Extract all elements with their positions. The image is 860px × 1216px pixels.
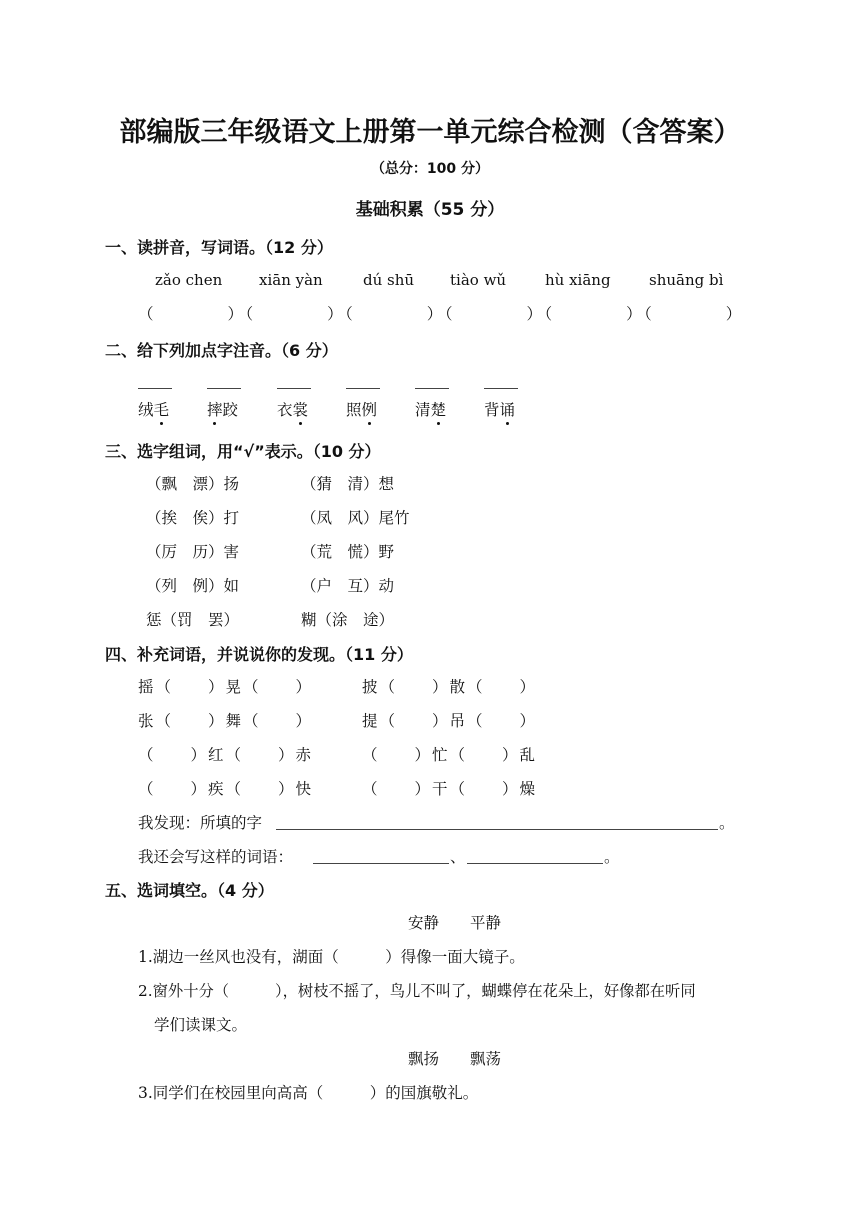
part-title: 基础积累（55 分） [355,200,505,220]
q4-left-item: （ ）疾（ ）快 [138,780,314,798]
q3-left-item: （挨 俟）打 [146,509,240,527]
q3-right-item: （户 互）动 [301,577,395,595]
q5-sentence-1: 1.湖边一丝风也没有，湖面（ ）得像一面大镜子。 [138,948,525,966]
q4-discover-label: 我发现：所填的字 [138,814,263,832]
q4-right-item: （ ）忙（ ）乱 [362,746,538,764]
q5-heading: 五、选词填空。（4 分） [105,881,274,900]
q4-left-item: 张（ ）舞（ ） [138,712,314,730]
q2-blank-3 [277,388,311,389]
q4-also-blank-2 [467,863,603,864]
q4-heading: 四、补充词语，并说说你的发现。（11 分） [105,645,413,664]
q2-word: 背诵 [484,398,515,420]
q3-right-item: 糊（涂 途） [301,611,395,629]
q2-word: 绒毛 [138,398,169,420]
q1-pinyin-1: zǎo chen [155,271,223,289]
q3-left-item: （飘 漂）扬 [146,475,240,493]
total-score: （总分：100 分） [370,161,490,177]
q4-also-end: 。 [604,848,620,866]
q1-pinyin-4: tiào wǔ [450,271,507,289]
q5-sentence-2: 2.窗外十分（ ），树枝不摇了，鸟儿不叫了，蝴蝶停在花朵上，好像都在听同 [138,982,696,1000]
q3-right-item: （猜 清）想 [301,475,395,493]
q2-word: 摔跤 [207,398,238,420]
q1-heading: 一、读拼音，写词语。（12 分） [105,238,333,257]
q2-heading: 二、给下列加点字注音。（6 分） [105,341,338,360]
q2-word: 衣裳 [277,398,308,420]
q1-answer-brackets: （ ）（ ）（ ）（ ）（ ）（ ） [138,305,744,323]
q3-left-item: 惩（罚 罢） [146,611,240,629]
q5-sentence-2-cont: 学们读课文。 [154,1016,248,1034]
q2-word: 清楚 [415,398,446,420]
q2-blank-1 [138,388,172,389]
q5-sentence-3: 3.同学们在校园里向高高（ ）的国旗敬礼。 [138,1084,479,1102]
q5-options-2: 飘扬 飘荡 [408,1050,502,1068]
q2-blank-6 [484,388,518,389]
q3-heading: 三、选字组词，用“√”表示。（10 分） [105,442,381,461]
q3-left-item: （厉 历）害 [146,543,240,561]
q4-right-item: （ ）干（ ）燥 [362,780,538,798]
q4-discover-blank [276,829,718,830]
q2-blank-5 [415,388,449,389]
q1-pinyin-2: xiān yàn [259,271,323,289]
q5-options-1: 安静 平静 [408,914,502,932]
q3-left-item: （列 例）如 [146,577,240,595]
q1-pinyin-5: hù xiāng [545,271,611,289]
q4-right-item: 提（ ）吊（ ） [362,712,538,730]
page-title: 部编版三年级语文上册第一单元综合检测（含答案） [119,117,741,148]
q4-discover-end: 。 [719,814,735,832]
q2-word: 照例 [346,398,377,420]
q4-also-label: 我还会写这样的词语： [138,848,294,866]
q1-pinyin-3: dú shū [363,271,415,289]
q1-pinyin-6: shuāng bì [649,271,724,289]
q3-right-item: （凤 风）尾竹 [301,509,410,527]
q4-also-sep: 、 [450,848,466,866]
q4-also-blank-1 [313,863,449,864]
q4-right-item: 披（ ）散（ ） [362,678,538,696]
q3-right-item: （荒 慌）野 [301,543,395,561]
q4-left-item: 摇（ ）晃（ ） [138,678,314,696]
q2-blank-2 [207,388,241,389]
q4-left-item: （ ）红（ ）赤 [138,746,314,764]
q2-blank-4 [346,388,380,389]
